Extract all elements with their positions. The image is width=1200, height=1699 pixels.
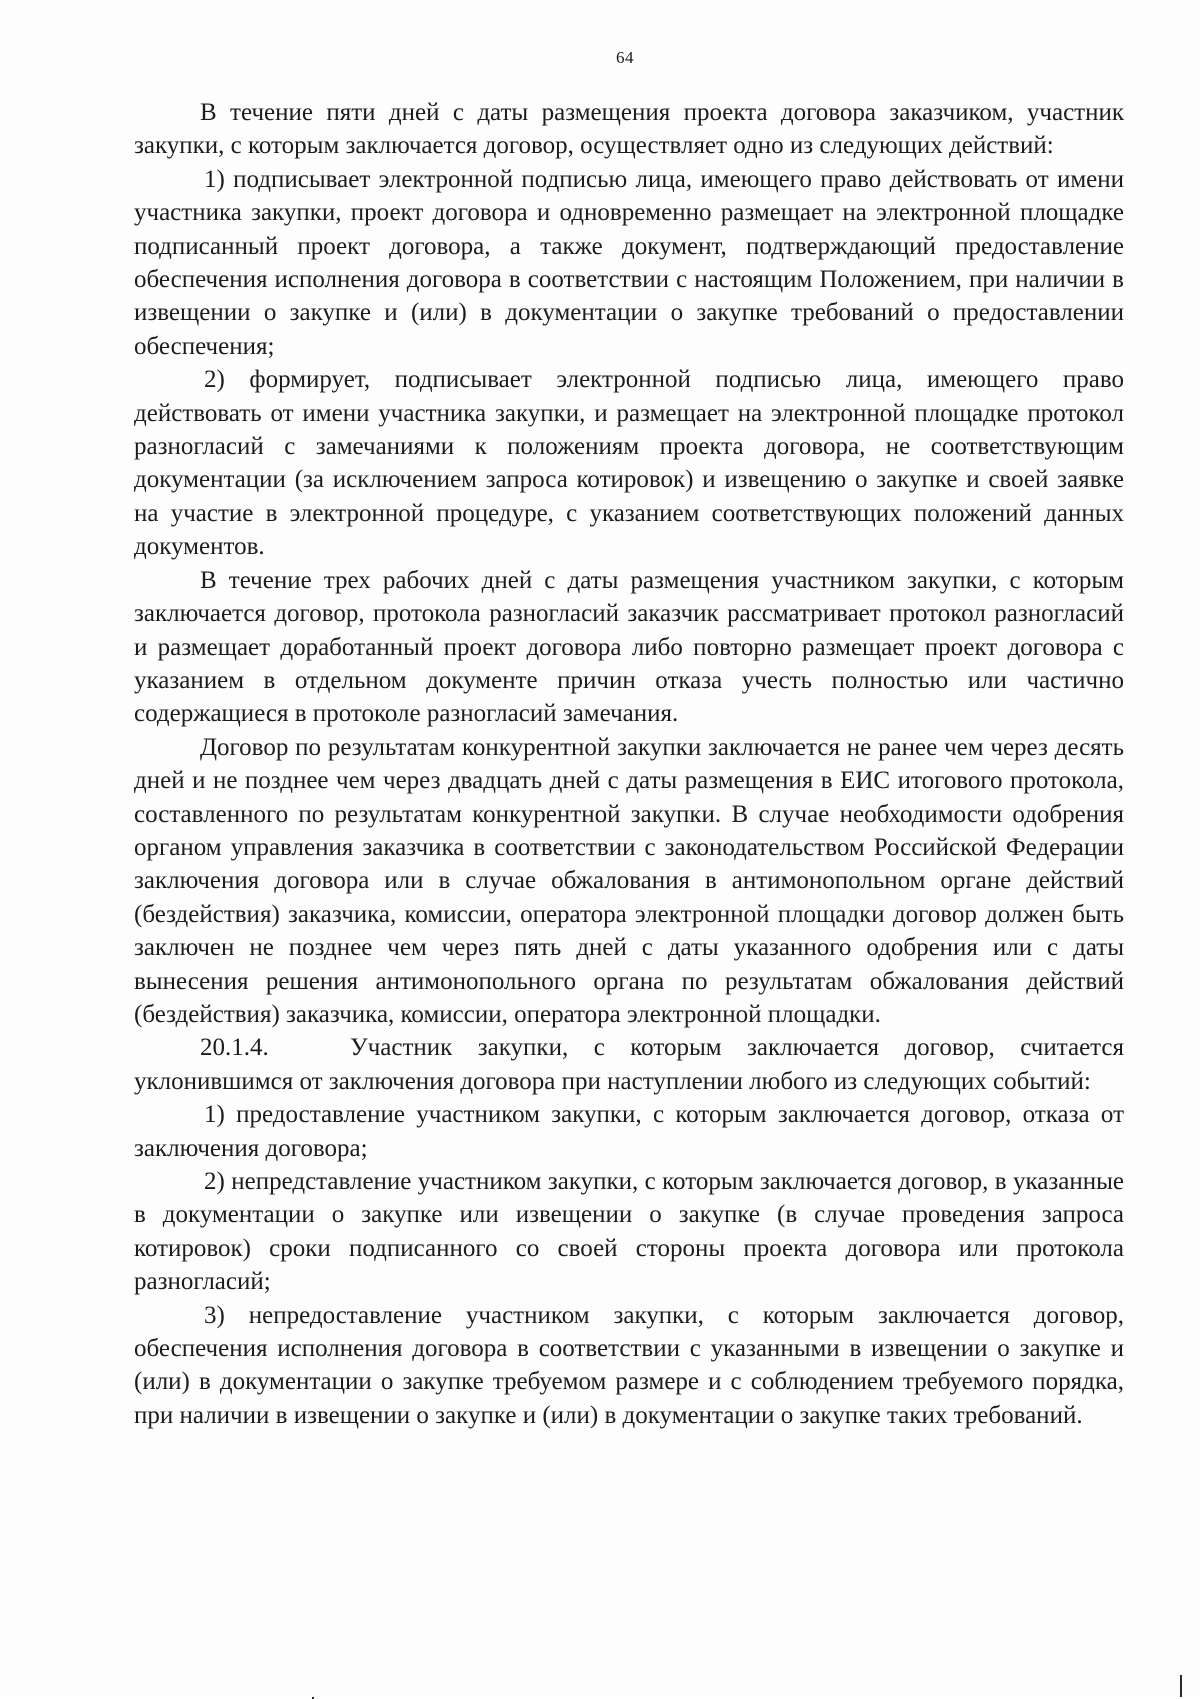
- clause-number: 20.1.4.: [200, 1034, 269, 1062]
- paragraph-signing-intro: В течение пяти дней с даты размещения проекта договора заказчиком, участник закупки, с которым заключается договор, осуществляет одно из следующих действий:: [134, 99, 1124, 160]
- paragraph-disagreement-review: В течение трех рабочих дней с даты размещения участником закупки, с которым заключается договор, протокола разногласий заказчик рассматривает протокол разногласий и размещает доработанный проект договора либо повторно размещает проект договора с указанием в отдельном документе причин отказа учесть полностью или частично содержащиеся в протоколе разногласий замечания.: [134, 566, 1124, 728]
- list-item-sign-contract: 1) подписывает электронной подписью лица, имеющего право действовать от имени участника закупки, проект договора и одновременно размещает на электронной площадке подписанный проект договора, а также документ, подтверждающий предоставление обеспечения исполнения договора в соответствии с настоящим Положением, при наличии в извещении о закупке и (или) в документации о закупке требований о предоставлении обеспечения;: [134, 165, 1124, 360]
- list-item-disagreement-protocol: 2) формирует, подписывает электронной подписью лица, имеющего право действовать от имени участника закупки, и размещает на электронной площадке протокол разногласий с замечаниями к положениям проекта договора, не соответствующим документации (за исключением запроса котировок) и извещению о закупке и своей заявке на участие в электронной процедуре, с указанием соответствующих положений данных документов.: [134, 366, 1124, 561]
- clause-20-1-4: [134, 1031, 1124, 1098]
- list-item-not-submitted: 2) непредставление участником закупки, с которым заключается договор, в указанные в документации о закупке или извещении о закупке (в случае проведения запроса котировок) сроки подписанного со своей стороны проекта договора или протокола разногласий;: [134, 1168, 1124, 1296]
- page-number: 64: [616, 48, 634, 67]
- document-body: [134, 96, 1124, 1432]
- clause-text: Участник закупки, с которым заключается договор, считается уклонившимся от заключения договора при наступлении любого из следующих событий:: [134, 1034, 1124, 1095]
- list-item-refusal: 1) предоставление участником закупки, с которым заключается договор, отказа от заключения договора;: [134, 1101, 1124, 1162]
- scan-edge-mark: [1180, 1675, 1182, 1697]
- paragraph-contract-timing: Договор по результатам конкурентной закупки заключается не ранее чем через десять дней и не позднее чем через двадцать дней с даты размещения в ЕИС итогового протокола, составленного по результатам конкурентной закупки. В случае необходимости одобрения органом управления заказчика в соответствии с законодательством Российской Федерации заключения договора или в случае обжалования в антимонопольном органе действий (бездействия) заказчика, комиссии, оператора электронной площадки договор должен быть заключен не позднее чем через пять дней с даты указанного одобрения или с даты вынесения решения антимонопольного органа по результатам обжалования действий (бездействия) заказчика, комиссии, оператора электронной площадки.: [134, 733, 1124, 1028]
- list-item-no-security: 3) непредоставление участником закупки, с которым заключается договор, обеспечения исполнения договора в соответствии с указанными в извещении о закупке и (или) в документации о закупке требуемом размере и с соблюдением требуемого порядка, при наличии в извещении о закупке и (или) в документации о закупке таких требований.: [134, 1301, 1124, 1429]
